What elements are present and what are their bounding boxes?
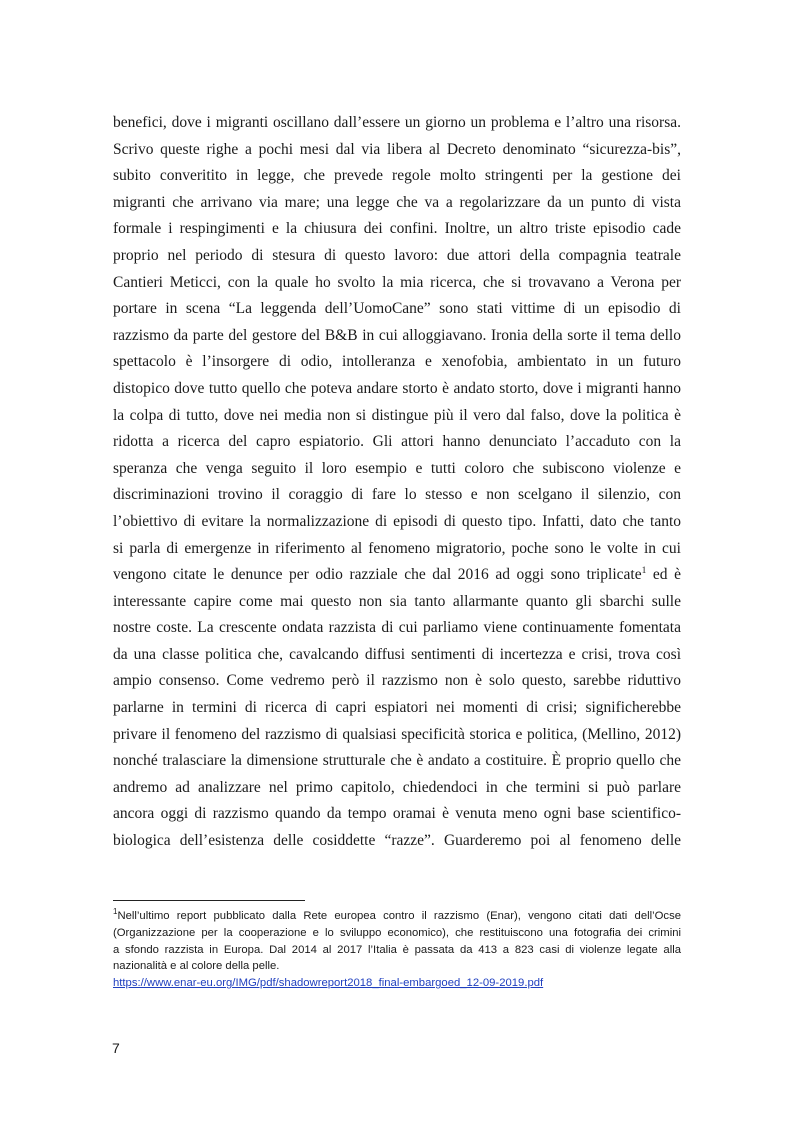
text-line: benefici, dove i migranti oscillano dall’essere un giorno un problema e l’altro una risorsa. xyxy=(113,114,681,131)
text-line: l’obiettivo di evitare la normalizzazione di episodi di questo tipo. Infatti, dato che tanto xyxy=(113,512,681,530)
footnote-line: (Organizzazione per la cooperazione e lo sviluppo economico), che restituiscono una fotografia dei crimini xyxy=(113,926,681,939)
text-line: da una classe politica che, cavalcando diffusi sentimenti di incertezza e crisi, trova così xyxy=(113,645,681,663)
footnote-separator xyxy=(113,900,305,901)
text-line: si parla di emergenze in riferimento al fenomeno migratorio, poche sono le volte in cui xyxy=(113,539,681,557)
footnote-line xyxy=(113,975,681,992)
text-line: interessante capire come mai questo non sia tanto allarmante quanto gli sbarchi sulle xyxy=(113,592,681,610)
footnote-number: 1 xyxy=(113,907,118,917)
text-line: parlarne in termini di ricerca di capri espiatori nei momenti di crisi; significherebbe xyxy=(113,699,681,717)
text-line: Scrivo queste righe a pochi mesi dal via libera al Decreto denominato “sicurezza-bis”, xyxy=(113,140,681,158)
text-segment: ed è xyxy=(646,566,681,584)
text-line: discriminazioni trovino il coraggio di fare lo stesso e non scelgano il silenzio, con xyxy=(113,486,681,504)
text-segment: vengono citate le denunce per odio razziale che dal 2016 ad oggi sono triplicate xyxy=(113,566,642,584)
text-line: portare in scena “La leggenda dell’UomoCane” sono stati vittime di un episodio di xyxy=(113,300,681,318)
body-text xyxy=(113,110,681,855)
text-line: subito converitito in legge, che prevede regole molto stringenti per la gestione dei xyxy=(113,167,681,185)
text-line: biologica dell’esistenza delle cosiddette “razze”. Guarderemo poi al fenomeno delle xyxy=(113,832,681,850)
text-line: Cantieri Meticci, con la quale ho svolto la mia ricerca, che si trovavano a Verona per xyxy=(113,273,681,291)
footnote-reference[interactable]: 1 xyxy=(641,565,647,576)
text-line: proprio nel periodo di stesura di questo lavoro: due attori della compagnia teatrale xyxy=(113,246,681,264)
text-line: speranza che venga seguito il loro esempio e tutti coloro che subiscono violenze e xyxy=(113,459,681,477)
footnote xyxy=(113,908,681,992)
text-line: la colpa di tutto, dove nei media non si distingue più il vero dal falso, dove la politica è xyxy=(113,406,681,424)
text-line: spettacolo è l’insorgere di odio, intolleranza e xenofobia, ambientato in un futuro xyxy=(113,353,681,371)
footnote-line: nazionalità e al colore della pelle. xyxy=(113,960,280,973)
text-line: formale i respingimenti e la chiusura dei confini. Inoltre, un altro triste episodio cade xyxy=(113,220,681,238)
footnote-line xyxy=(113,908,681,925)
footnote-link[interactable]: https://www.enar-eu.org/IMG/pdf/shadowreport2018_final-embargoed_12-09-2019.pdf xyxy=(113,977,544,990)
text-line: andremo ad analizzare nel primo capitolo, chiedendoci in che termini si può parlare xyxy=(113,778,681,796)
text-line: distopico dove tutto quello che poteva andare storto è andato storto, dove i migranti hanno xyxy=(113,379,681,397)
page-number: 7 xyxy=(112,1040,120,1056)
text-line: ancora oggi di razzismo quando da tempo oramai è venuta meno ogni base scientifico- xyxy=(113,805,681,823)
text-line: ridotta a ricerca del capro espiatorio. Gli attori hanno denunciato l’accaduto con la xyxy=(113,433,681,451)
footnote-line: a sfondo razzista in Europa. Dal 2014 al 2017 l’Italia è passata da 413 a 823 casi di violenze legate alla xyxy=(113,943,681,956)
text-line: privare il fenomeno del razzismo di qualsiasi specificità storica e politica, (Mellino, 2012) xyxy=(113,725,681,743)
text-line: nostre coste. La crescente ondata razzista di cui parliamo viene continuamente fomentata xyxy=(113,619,681,637)
text-line-with-footnote-ref xyxy=(113,562,681,589)
text-line: nonché tralasciare la dimensione strutturale che è andato a costituire. È proprio quello che xyxy=(113,752,681,770)
text-line: razzismo da parte del gestore del B&B in cui alloggiavano. Ironia della sorte il tema dello xyxy=(113,326,681,344)
footnote-text: Nell’ultimo report pubblicato dalla Rete europea contro il razzismo (Enar), vengono citati dati dell’Ocse xyxy=(117,910,681,922)
text-line: migranti che arrivano via mare; una legge che va a regolarizzare da un punto di vista xyxy=(113,193,681,211)
text-line: ampio consenso. Come vedremo però il razzismo non è solo questo, sarebbe riduttivo xyxy=(113,672,681,690)
